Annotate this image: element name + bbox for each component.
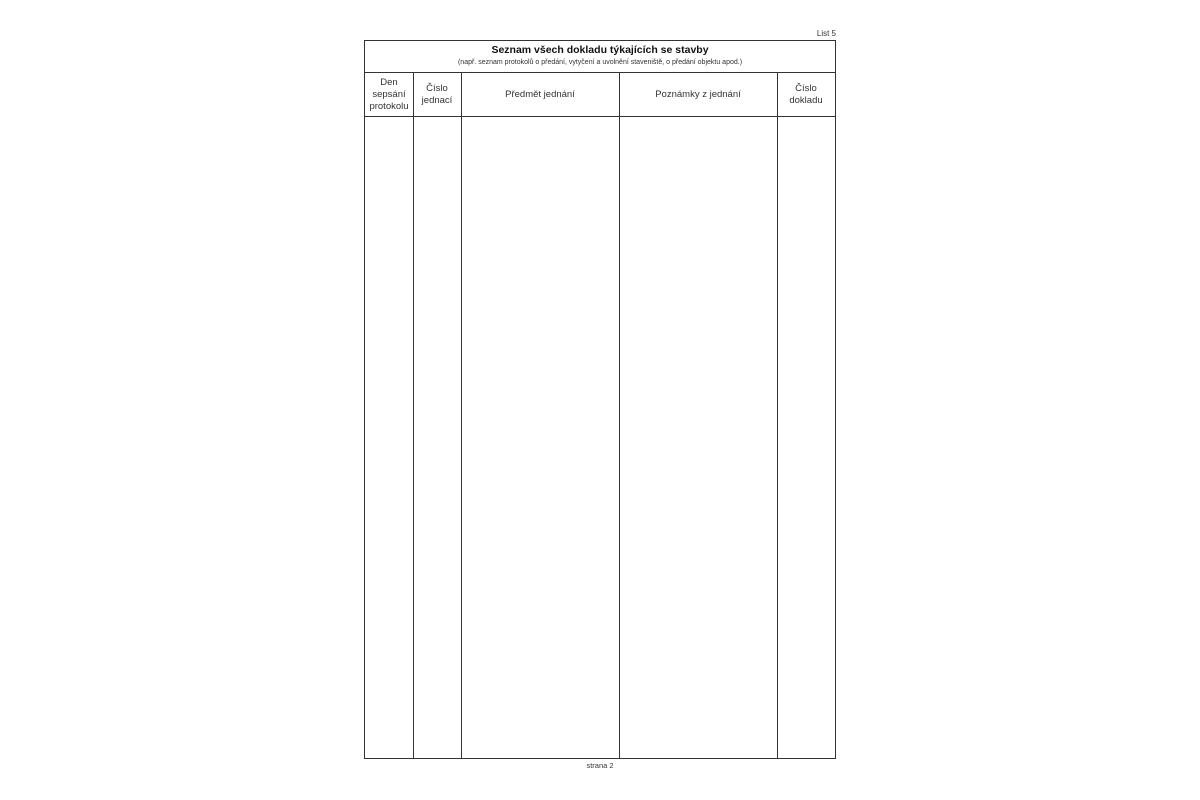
sheet-label: List 5 [816, 29, 836, 38]
column-header-document-number: Číslo dokladu [789, 83, 823, 106]
column-divider [461, 73, 462, 758]
column-header-subject: Předmět jednání [505, 89, 575, 100]
column-divider [777, 73, 778, 758]
form-header [365, 41, 835, 73]
page-number: strana 2 [586, 761, 614, 770]
document-form [364, 40, 836, 759]
form-subtitle: (např. seznam protokolů o předání, vytyčení a uvolnění staveniště, o předání objektu apod.) [457, 59, 743, 66]
column-divider [413, 73, 414, 758]
column-header-date: Den sepsání protokolu [369, 77, 409, 112]
column-header-reference-number: Číslo jednací [421, 83, 453, 106]
column-divider [619, 73, 620, 758]
column-header-notes: Poznámky z jednání [655, 89, 741, 100]
column-header-row [365, 73, 835, 117]
form-title: Seznam všech dokladu týkajících se stavby [491, 44, 709, 56]
